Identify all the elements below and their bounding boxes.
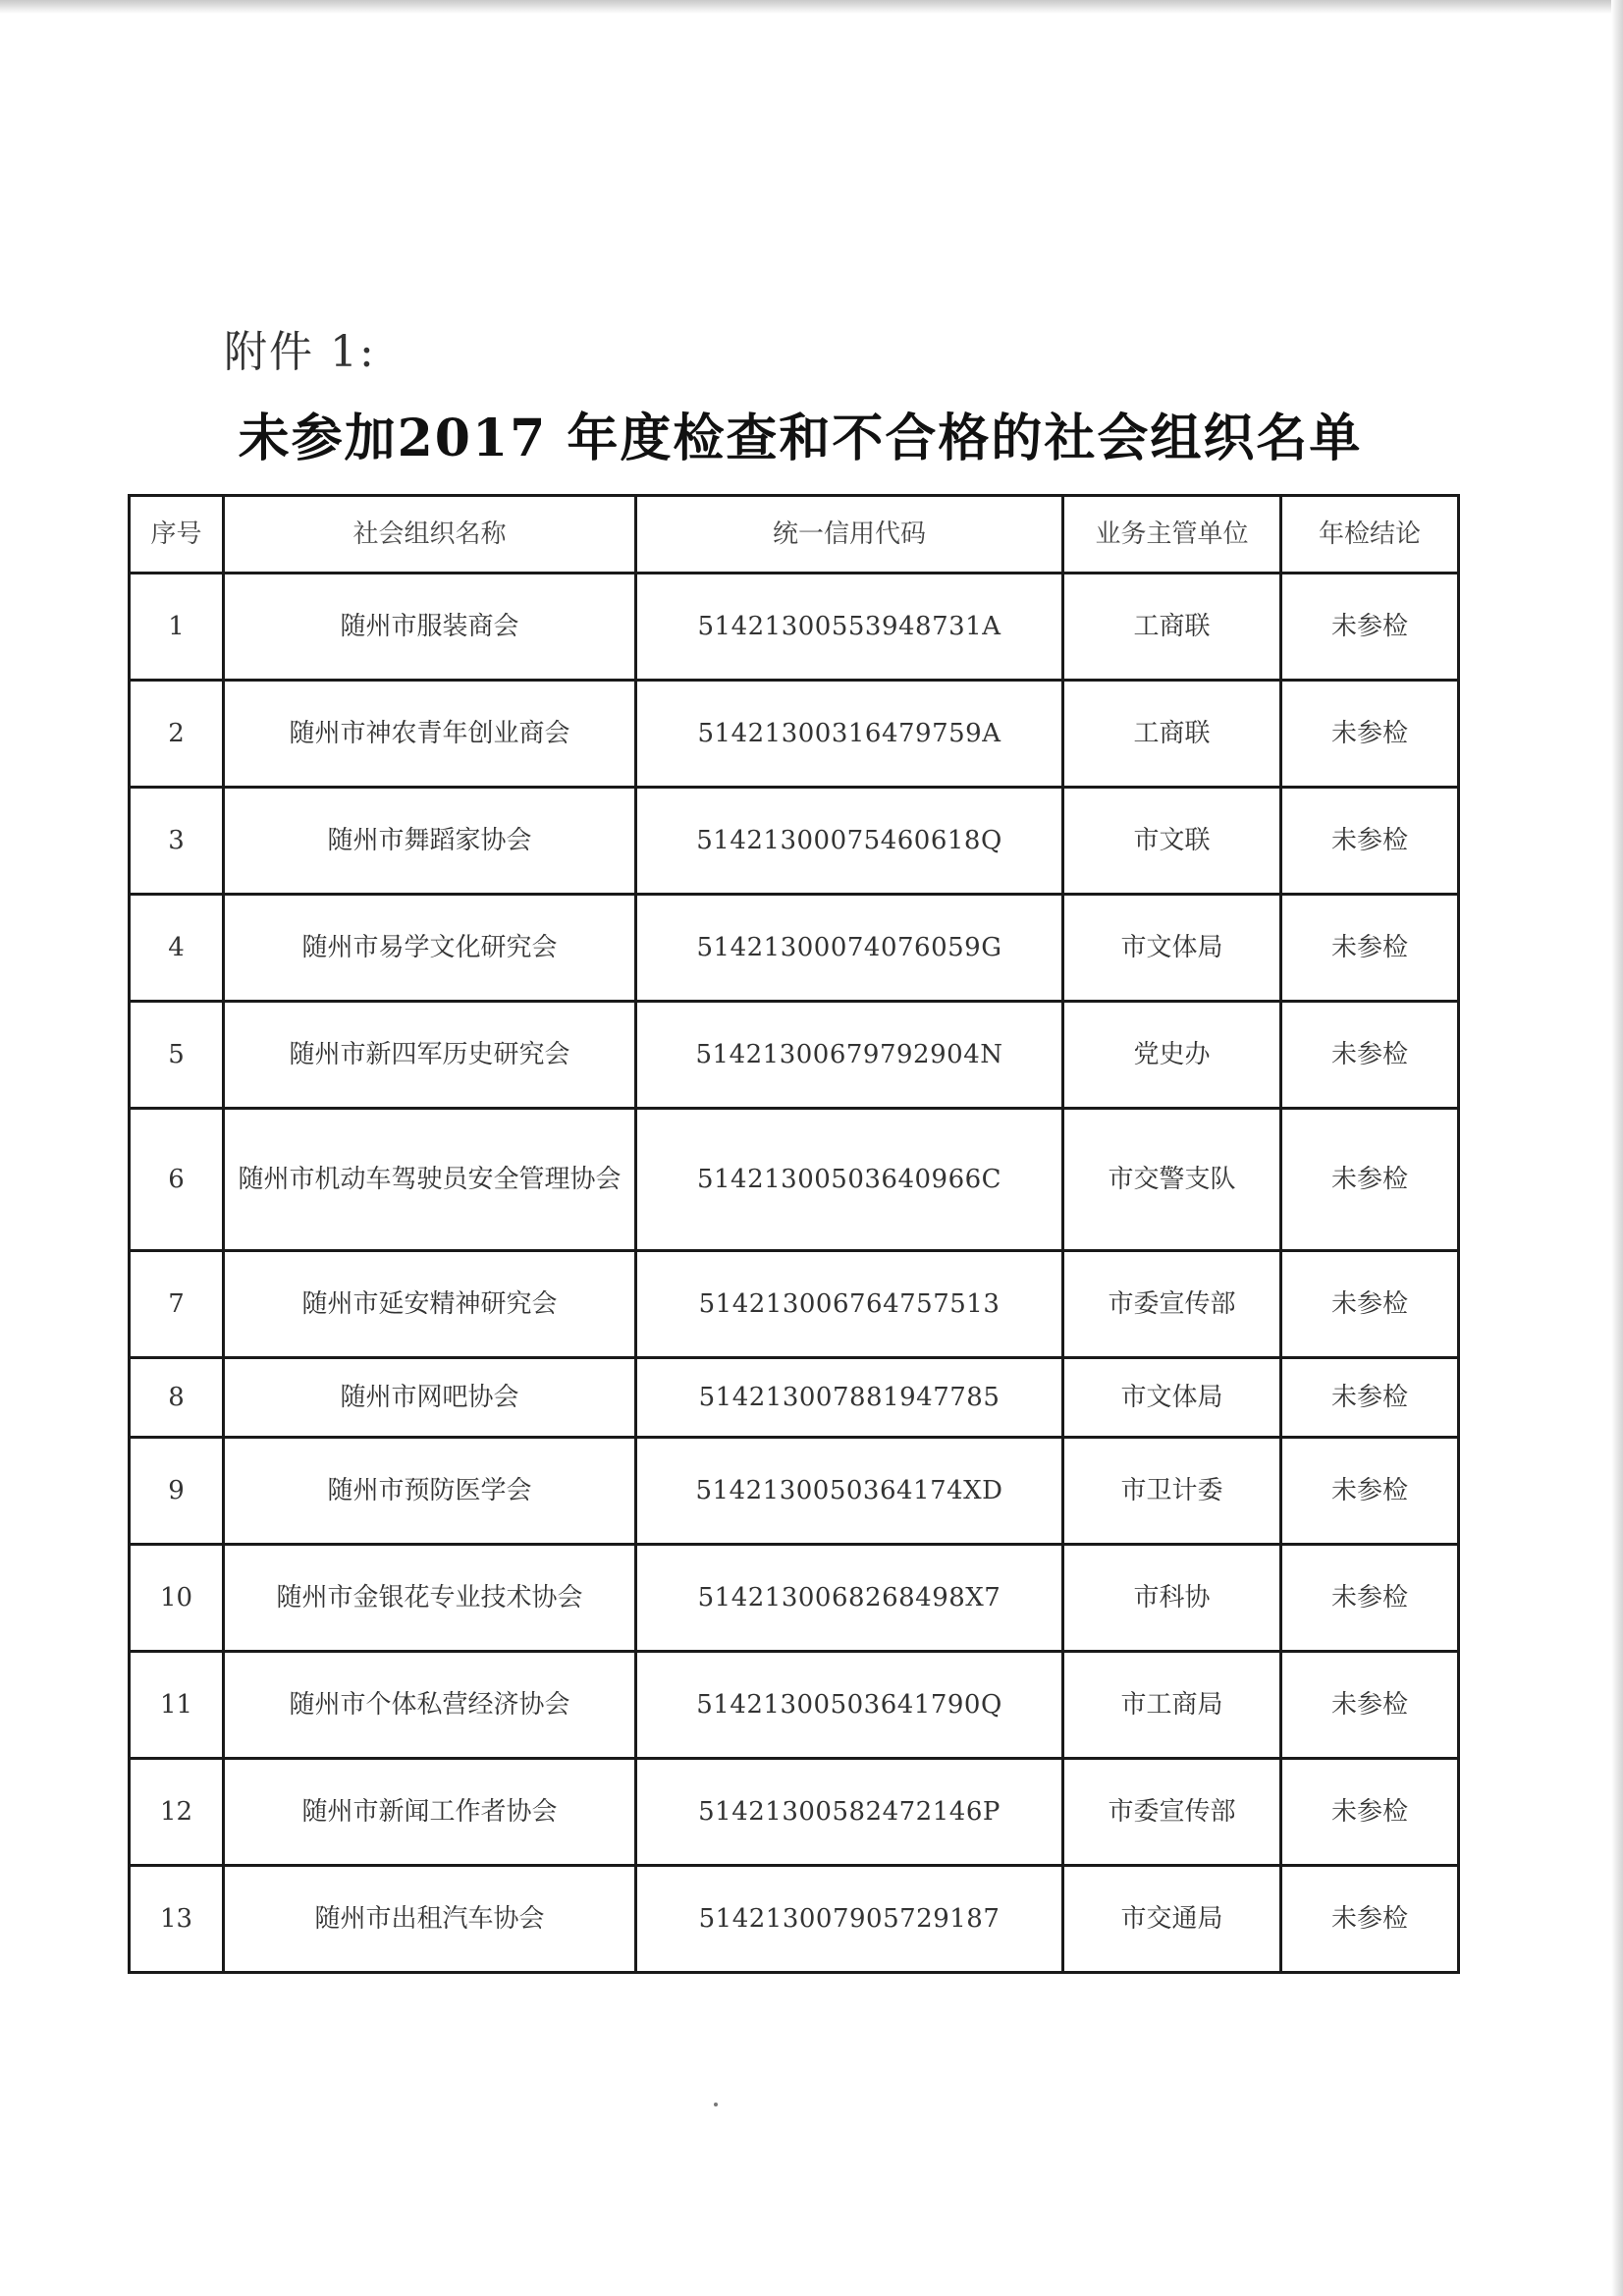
org-name: 随州市服装商会: [224, 574, 636, 681]
supervising-unit: 党史办: [1063, 1002, 1281, 1109]
header-credit-code: 统一信用代码: [636, 496, 1063, 574]
attachment-label: 附件 1:: [224, 327, 376, 377]
row-number: 2: [130, 681, 224, 788]
org-name: 随州市预防医学会: [224, 1438, 636, 1545]
supervising-unit: 工商联: [1063, 681, 1281, 788]
credit-code: 51421300074076059G: [636, 895, 1063, 1002]
credit-code: 51421300075460618Q: [636, 788, 1063, 895]
table-row: [130, 1652, 1459, 1759]
supervising-unit: 市交警支队: [1063, 1109, 1281, 1251]
credit-code: 51421300503641790Q: [636, 1652, 1063, 1759]
inspection-result: 未参检: [1281, 1109, 1459, 1251]
credit-code: 5142130068268498X7: [636, 1545, 1063, 1652]
credit-code: 51421300679792904N: [636, 1002, 1063, 1109]
row-number: 3: [130, 788, 224, 895]
table-row: [130, 1438, 1459, 1545]
organization-table: [128, 494, 1460, 1974]
inspection-result: 未参检: [1281, 1358, 1459, 1438]
inspection-result: 未参检: [1281, 574, 1459, 681]
credit-code: 514213006764757513: [636, 1251, 1063, 1358]
org-name: 随州市个体私营经济协会: [224, 1652, 636, 1759]
inspection-result: 未参检: [1281, 788, 1459, 895]
document-title: 未参加2017 年度检查和不合格的社会组织名单: [238, 409, 1363, 468]
org-name: 随州市新闻工作者协会: [224, 1759, 636, 1866]
supervising-unit: 市科协: [1063, 1545, 1281, 1652]
row-number: 1: [130, 574, 224, 681]
inspection-result: 未参检: [1281, 1545, 1459, 1652]
supervising-unit: 市委宣传部: [1063, 1251, 1281, 1358]
row-number: 4: [130, 895, 224, 1002]
credit-code: 5142130050364174XD: [636, 1438, 1063, 1545]
row-number: 5: [130, 1002, 224, 1109]
row-number: 8: [130, 1358, 224, 1438]
inspection-result: 未参检: [1281, 1866, 1459, 1973]
table-row: [130, 681, 1459, 788]
inspection-result: 未参检: [1281, 1002, 1459, 1109]
table-row: [130, 1109, 1459, 1251]
org-name: 随州市金银花专业技术协会: [224, 1545, 636, 1652]
table-row: [130, 1759, 1459, 1866]
header-org-name: 社会组织名称: [224, 496, 636, 574]
org-name: 随州市新四军历史研究会: [224, 1002, 636, 1109]
inspection-result: 未参检: [1281, 1438, 1459, 1545]
inspection-result: 未参检: [1281, 895, 1459, 1002]
credit-code: 51421300553948731A: [636, 574, 1063, 681]
table-header-row: [130, 496, 1459, 574]
table-row: [130, 1358, 1459, 1438]
org-name: 随州市神农青年创业商会: [224, 681, 636, 788]
table-row: [130, 1866, 1459, 1973]
supervising-unit: 工商联: [1063, 574, 1281, 681]
row-number: 9: [130, 1438, 224, 1545]
credit-code: 514213007905729187: [636, 1866, 1063, 1973]
credit-code: 51421300503640966C: [636, 1109, 1063, 1251]
table-row: [130, 1002, 1459, 1109]
table-row: [130, 895, 1459, 1002]
row-number: 6: [130, 1109, 224, 1251]
inspection-result: 未参检: [1281, 1652, 1459, 1759]
supervising-unit: 市文体局: [1063, 895, 1281, 1002]
table-row: [130, 574, 1459, 681]
header-number: 序号: [130, 496, 224, 574]
org-name: 随州市出租汽车协会: [224, 1866, 636, 1973]
row-number: 11: [130, 1652, 224, 1759]
row-number: 13: [130, 1866, 224, 1973]
table-row: [130, 1251, 1459, 1358]
org-name: 随州市舞蹈家协会: [224, 788, 636, 895]
scan-speck: [714, 2103, 718, 2106]
supervising-unit: 市交通局: [1063, 1866, 1281, 1973]
header-inspection-result: 年检结论: [1281, 496, 1459, 574]
table-row: [130, 788, 1459, 895]
row-number: 10: [130, 1545, 224, 1652]
inspection-result: 未参检: [1281, 1251, 1459, 1358]
org-name: 随州市易学文化研究会: [224, 895, 636, 1002]
inspection-result: 未参检: [1281, 1759, 1459, 1866]
header-supervising-unit: 业务主管单位: [1063, 496, 1281, 574]
credit-code: 51421300582472146P: [636, 1759, 1063, 1866]
org-name: 随州市网吧协会: [224, 1358, 636, 1438]
row-number: 12: [130, 1759, 224, 1866]
supervising-unit: 市文联: [1063, 788, 1281, 895]
supervising-unit: 市工商局: [1063, 1652, 1281, 1759]
credit-code: 51421300316479759A: [636, 681, 1063, 788]
table-row: [130, 1545, 1459, 1652]
scan-edge-top: [0, 0, 1623, 14]
supervising-unit: 市文体局: [1063, 1358, 1281, 1438]
row-number: 7: [130, 1251, 224, 1358]
supervising-unit: 市委宣传部: [1063, 1759, 1281, 1866]
supervising-unit: 市卫计委: [1063, 1438, 1281, 1545]
scan-edge-right: [1611, 0, 1623, 2296]
inspection-result: 未参检: [1281, 681, 1459, 788]
credit-code: 514213007881947785: [636, 1358, 1063, 1438]
org-name: 随州市机动车驾驶员安全管理协会: [224, 1109, 636, 1251]
org-name: 随州市延安精神研究会: [224, 1251, 636, 1358]
